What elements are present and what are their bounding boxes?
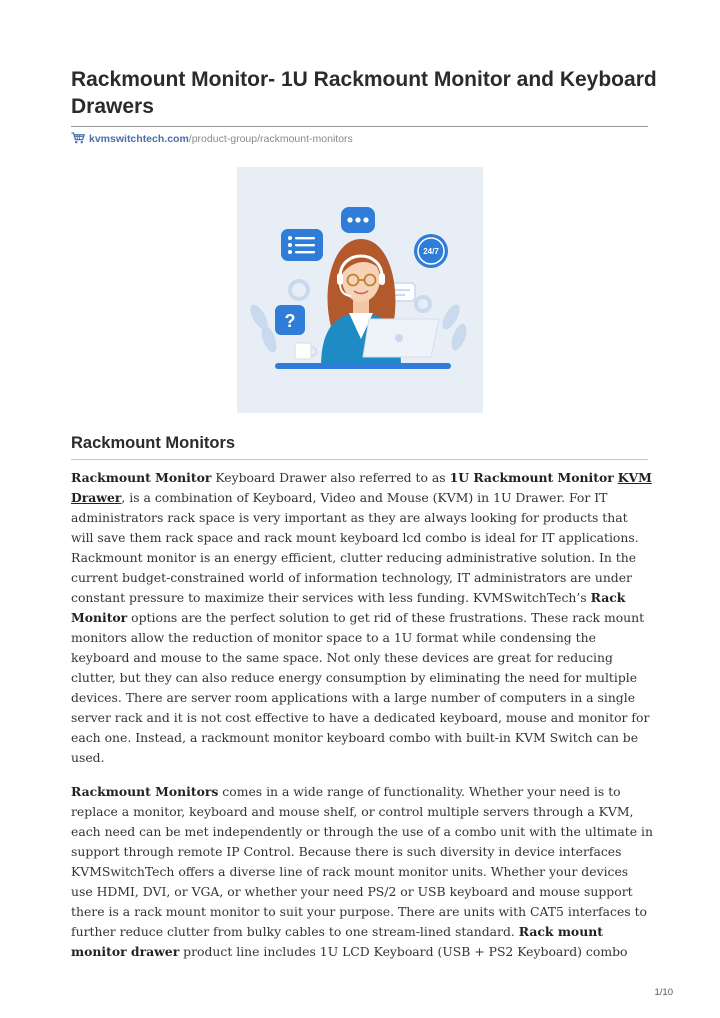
- paragraph-text: options are the perfect solution to get rid of these frustrations. These rack mount monitors allow the reduction of monitor space to a 1U format while condensing the keyboard and mouse to the same space. Not only these devices are great for reducing clutter, but they can also reduce energy consumption by eliminating the need for multiple devices. There are server room applications with a large number of computers in a single server rack and it is not cost effective to have a dedicated keyboard, mouse and monitor for each one. Instead, a rackmount monitor keyboard combo with built-in KVM Switch can be used.: [71, 610, 650, 765]
- paragraph-text: product line includes 1U LCD Keyboard (USB + PS2 Keyboard) combo: [179, 944, 628, 959]
- coffee-mug-icon: [295, 343, 316, 359]
- section-divider: [71, 459, 648, 460]
- chat-bubble-icon: [341, 207, 375, 233]
- page-number: 1/10: [654, 987, 673, 998]
- kvm-drawer-link[interactable]: KVM Drawer: [71, 470, 652, 505]
- list-card-icon: [281, 229, 323, 261]
- body-paragraph: [71, 468, 653, 768]
- clock-24-7-icon: [414, 234, 448, 268]
- paragraph-text: , is a combination of Keyboard, Video and Mouse (KVM) in 1U Drawer. For IT administrators rack space is very important as they are always looking for products that will save them rack space and rack mount keyboard lcd combo is ideal for IT applications. Rackmount monitor is an energy efficient, clutter reducing administrative solution. In the current budget-constrained world of information technology, IT administrators are under constant pressure to maximize their services with less funding. KVMSwitchTech’s: [71, 490, 639, 605]
- page-title: Rackmount Monitor- 1U Rackmount Monitor and Keyboard Drawers: [71, 68, 657, 118]
- bold-term: Rack Monitor: [71, 590, 626, 625]
- svg-text:?: ?: [284, 311, 296, 331]
- support-agent-illustration: [237, 167, 483, 413]
- paragraph-text: comes in a wide range of functionality. Whether your need is to replace a monitor, keyboard and mouse shelf, or control multiple servers through a KVM, each need can be met independently or through the use of a combo unit with the ultimate in support through remote IP Control. Because there is such diversity in device interfaces KVMSwitchTech offers a diverse line of rack mount monitor units. Whether your devices use HDMI, DVI, or VGA, or whether your need PS/2 or USB keyboard and mouse support there is a rack mount monitor to suit your purpose. There are units with CAT5 interfaces to further reduce clutter from bulky cables to one stream-lined standard.: [71, 784, 653, 939]
- source-domain[interactable]: kvmswitchtech.com: [89, 133, 189, 145]
- clock-badge-text: 24/7: [423, 247, 439, 256]
- section-heading: Rackmount Monitors: [71, 434, 236, 452]
- source-path[interactable]: /product-group/rackmount-monitors: [188, 133, 353, 145]
- bold-term: 1U Rackmount Monitor: [449, 470, 614, 485]
- title-divider: [71, 126, 648, 127]
- shopping-cart-icon: [71, 132, 85, 148]
- bold-term: Rackmount Monitor: [71, 470, 212, 485]
- source-link[interactable]: [71, 132, 353, 146]
- question-card-icon: [275, 305, 305, 335]
- laptop-icon: [363, 319, 439, 357]
- bold-term: Rack mount monitor drawer: [71, 924, 603, 959]
- body-paragraph: [71, 782, 653, 962]
- paragraph-text: Keyboard Drawer also referred to as: [211, 470, 450, 485]
- bold-term: Rackmount Monitors: [71, 784, 219, 799]
